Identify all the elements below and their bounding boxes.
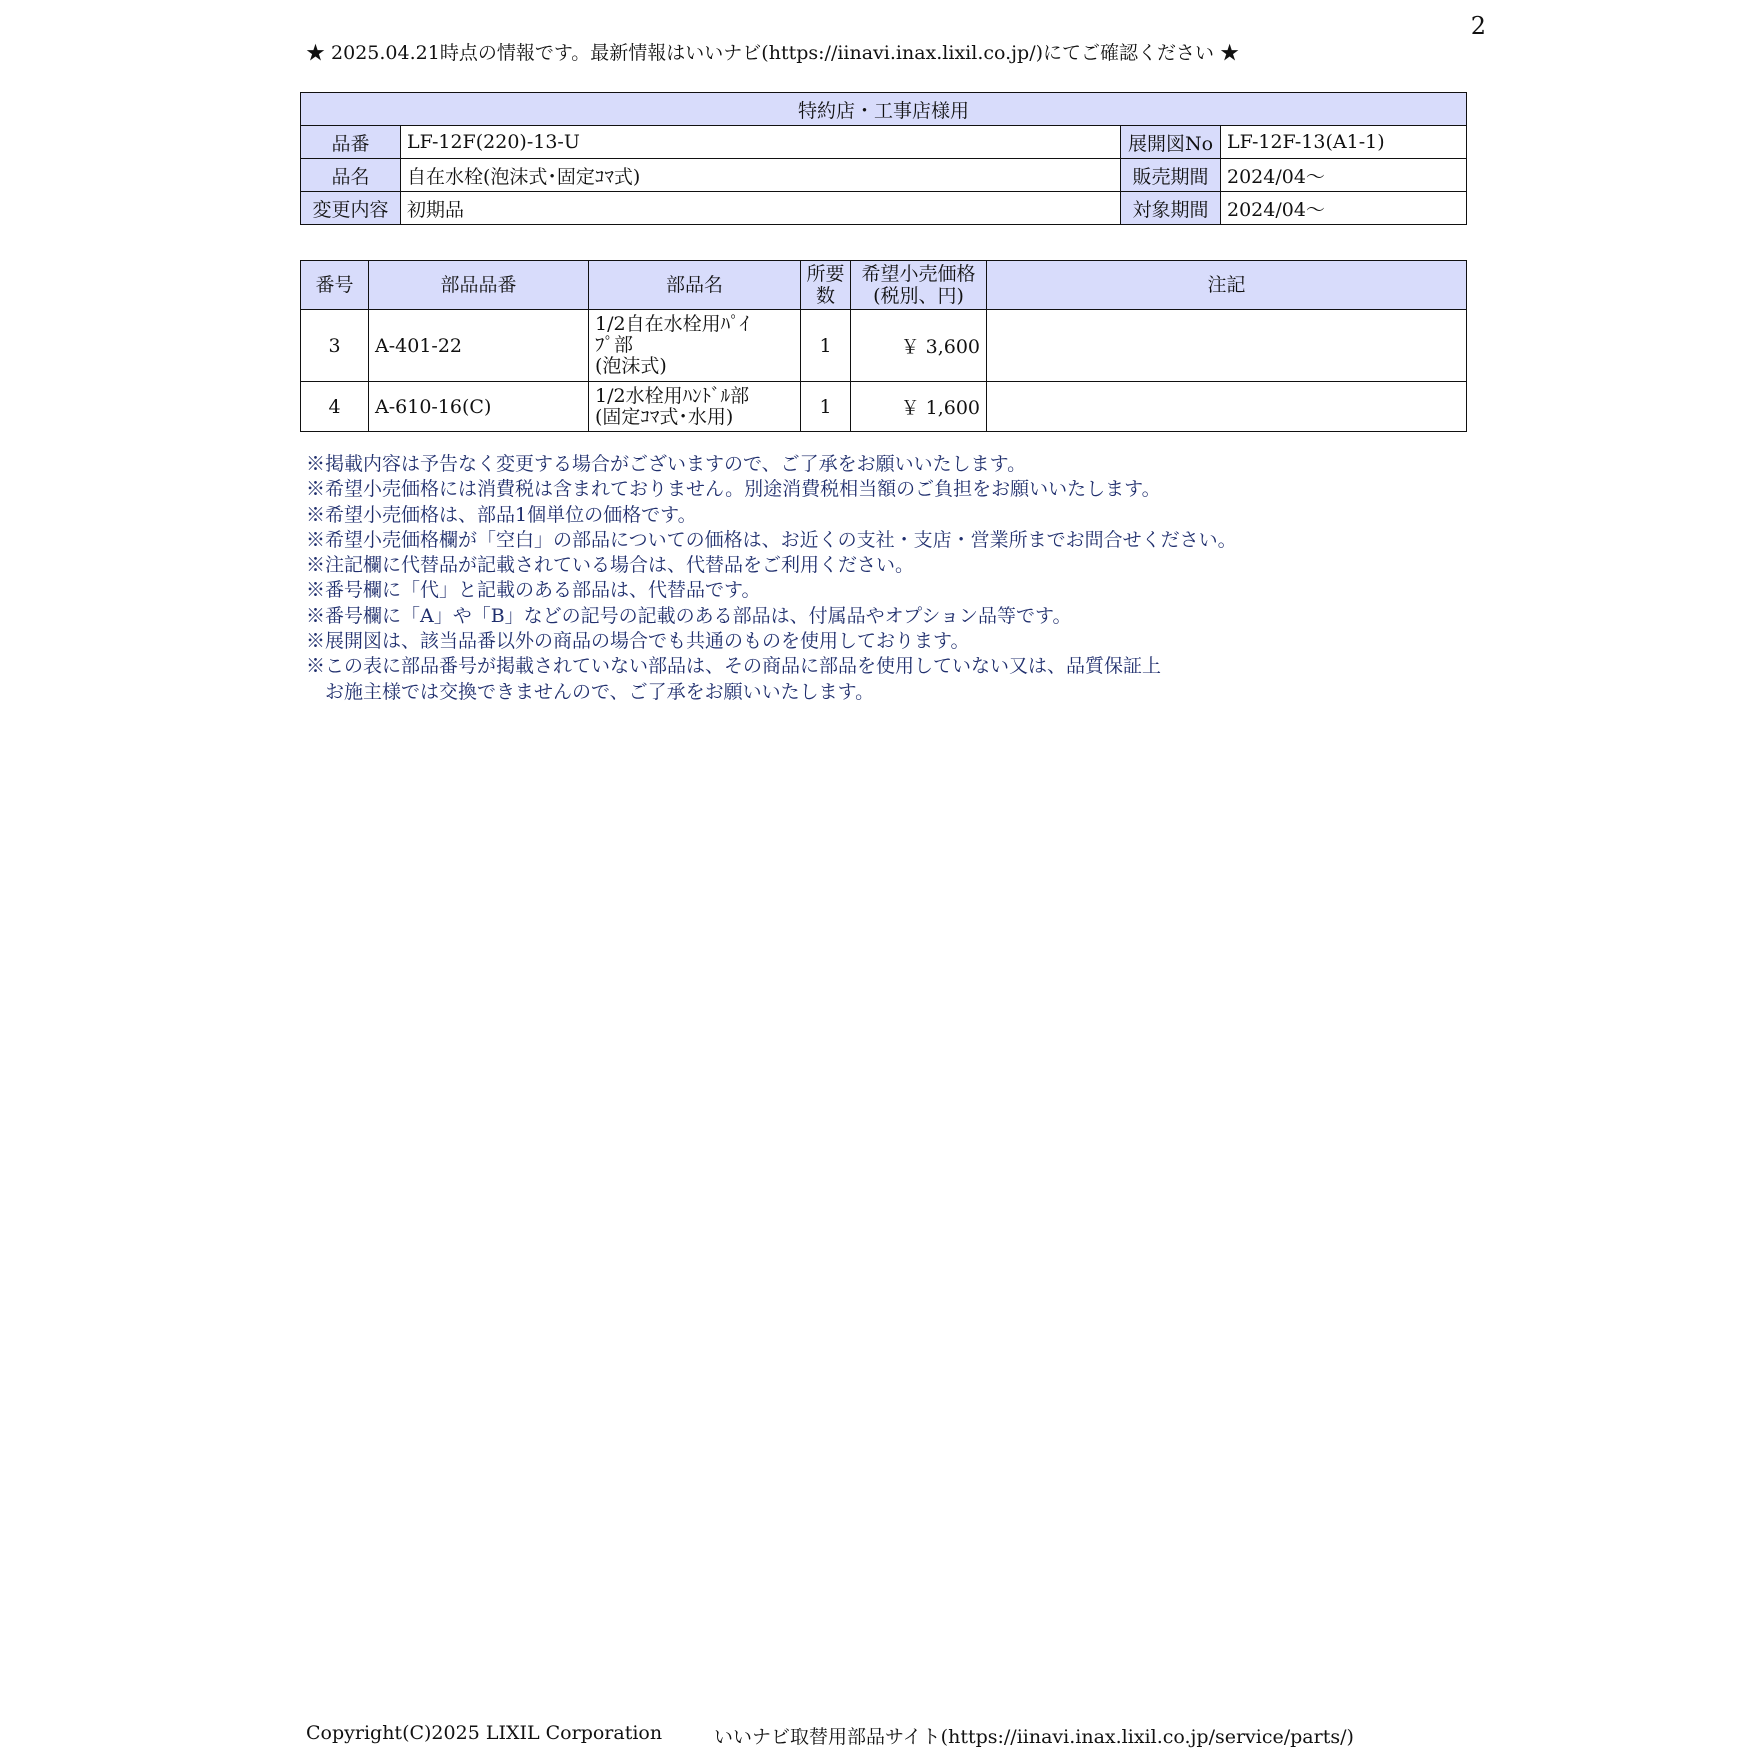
info-value: 自在水栓(泡沫式･固定ｺﾏ式) [401, 159, 1121, 192]
note-item: ※希望小売価格欄が「空白」の部品についての価格は、お近くの支社・支店・営業所までお問合せください。 [306, 528, 1237, 551]
info-label: 販売期間 [1121, 159, 1221, 192]
table-row [301, 382, 1467, 432]
info-value: 初期品 [401, 192, 1121, 225]
note-item: ※番号欄に「A」や「B」などの記号の記載のある部品は、付属品やオプション品等です。 [306, 604, 1072, 627]
info-value: LF-12F(220)-13-U [401, 126, 1121, 159]
cell-remarks [987, 382, 1467, 432]
cell-part-number: A-401-22 [369, 310, 589, 382]
cell-part-name [589, 382, 801, 432]
cell-price: ￥ 1,600 [851, 382, 987, 432]
info-value: 2024/04〜 [1221, 192, 1467, 225]
part-name-line: 1/2自在水栓用ﾊﾟｲ [595, 313, 750, 335]
note-item: ※注記欄に代替品が記載されている場合は、代替品をご利用ください。 [306, 554, 915, 577]
update-notice: ★ 2025.04.21時点の情報です。最新情報はいいナビ(https://iinavi.inax.lixil.co.jp/)にてご確認ください ★ [306, 42, 1240, 64]
cell-remarks [987, 310, 1467, 382]
info-row-product-name [301, 159, 1467, 192]
note-item: ※展開図は、該当品番以外の商品の場合でも共通のものを使用しております。 [306, 630, 970, 653]
note-item: ※掲載内容は予告なく変更する場合がございますので、ご了承をお願いいたします。 [306, 453, 1027, 475]
info-label: 展開図No [1121, 126, 1221, 159]
part-name-line: (固定ｺﾏ式･水用) [595, 405, 734, 428]
info-row-product-number [301, 126, 1467, 159]
footer-copyright: Copyright(C)2025 LIXIL Corporation [306, 1722, 663, 1744]
info-label: 品番 [301, 126, 401, 159]
parts-header-row [301, 261, 1467, 310]
header-part-name: 部品名 [589, 261, 801, 310]
cell-price: ￥ 3,600 [851, 310, 987, 382]
cell-part-number: A-610-16(C) [369, 382, 589, 432]
footer-site: いいナビ取替用部品サイト(https://iinavi.inax.lixil.co.jp/service/parts/) [714, 1726, 1354, 1748]
header-quantity-line1: 所要 [806, 263, 845, 285]
note-item: ※この表に部品番号が掲載されていない部品は、その商品に部品を使用していない又は、品質保証上 [306, 655, 1162, 678]
parts-table [300, 260, 1467, 432]
info-label: 対象期間 [1121, 192, 1221, 225]
info-row-change [301, 192, 1467, 225]
info-value: LF-12F-13(A1-1) [1221, 126, 1467, 159]
page-number: 2 [1470, 12, 1486, 40]
cell-number: 4 [301, 382, 369, 432]
info-label: 変更内容 [301, 192, 401, 225]
header-quantity [801, 261, 851, 310]
notes-list [306, 452, 1486, 705]
note-item: ※希望小売価格には消費税は含まれておりません。別途消費税相当額のご負担をお願いいたします。 [306, 478, 1161, 501]
header-quantity-line2: 数 [815, 285, 835, 307]
info-label: 品名 [301, 159, 401, 192]
cell-quantity: 1 [801, 382, 851, 432]
header-price-line1: 希望小売価格 [861, 263, 976, 285]
note-item: ※番号欄に「代」と記載のある部品は、代替品です。 [306, 579, 761, 602]
info-value: 2024/04〜 [1221, 159, 1467, 192]
header-number: 番号 [301, 261, 369, 310]
header-price-line2: (税別、円) [873, 285, 964, 307]
product-info-table [300, 92, 1467, 225]
part-name-line: ﾌﾟ部 [595, 334, 634, 356]
cell-part-name [589, 310, 801, 382]
info-table-title: 特約店・工事店様用 [301, 93, 1467, 126]
note-item: お施主様では交換できませんので、ご了承をお願いいたします。 [306, 680, 875, 703]
part-name-line: (泡沫式) [595, 355, 667, 377]
cell-number: 3 [301, 310, 369, 382]
header-remarks: 注記 [987, 261, 1467, 310]
table-row [301, 310, 1467, 382]
header-price [851, 261, 987, 310]
header-part-number: 部品品番 [369, 261, 589, 310]
note-item: ※希望小売価格は、部品1個単位の価格です。 [306, 503, 697, 526]
part-name-line: 1/2水栓用ﾊﾝﾄﾞﾙ部 [595, 384, 750, 407]
cell-quantity: 1 [801, 310, 851, 382]
